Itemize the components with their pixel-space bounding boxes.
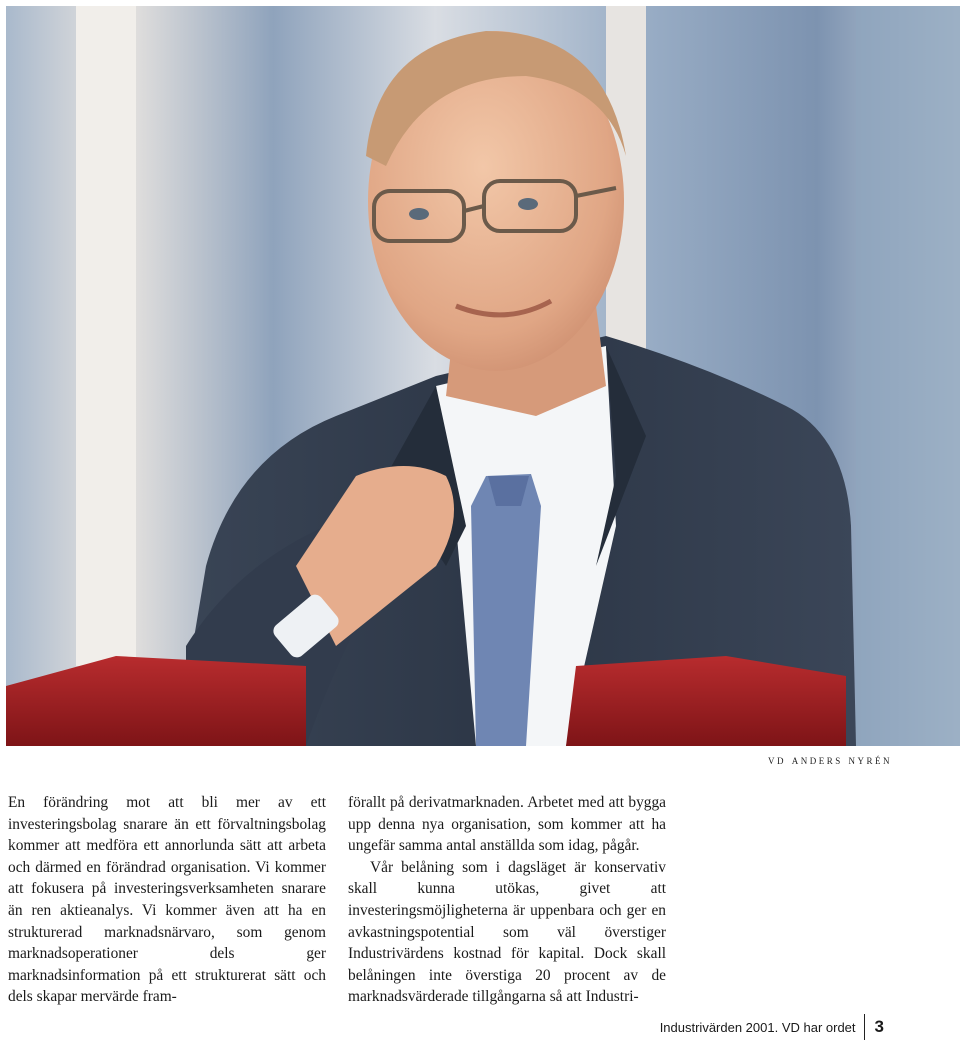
- footer-divider: [864, 1014, 865, 1040]
- text-column-right: [348, 792, 666, 1008]
- page-footer: [660, 1015, 884, 1039]
- photo-caption: vd anders nyrén: [767, 752, 892, 767]
- body-paragraph: förallt på derivatmarknaden. Arbetet med att bygga upp denna nya organisation, som kommer att ha ungefär samma antal anställda som idag, pågår.: [348, 794, 666, 855]
- body-paragraph: Vår belåning som i dagsläget är konservativ skall kunna utökas, givet att investeringsmöjligheterna är uppenbara och ger en avkastningspotential som väl överstiger Industrivärdens kostnad för kapital. Dock skall belåningen inte överstiga 20 procent av de marknadsvärderade tillgångarna så att Industri-: [348, 858, 666, 1006]
- portrait-illustration: [6, 6, 960, 746]
- text-column-left: [8, 792, 326, 1008]
- footer-label: Industrivärden 2001. VD har ordet: [659, 1019, 856, 1035]
- portrait-photo: [6, 6, 960, 746]
- body-paragraph: En förändring mot att bli mer av ett investeringsbolag snarare än ett förvaltningsbolag kommer att medföra ett annorlunda sätt att arbeta och därmed en förändrad organisation. Vi kommer att fokusera på investeringsverksamheten snarare än ren aktieanalys. Vi kommer även att ha en strukturerad marknadsnärvaro, som genom marknadsoperationer dels ger marknadsinformation på ett strukturerat sätt och dels skapar mervärde fram-: [8, 794, 326, 1006]
- page-number: 3: [874, 1017, 884, 1036]
